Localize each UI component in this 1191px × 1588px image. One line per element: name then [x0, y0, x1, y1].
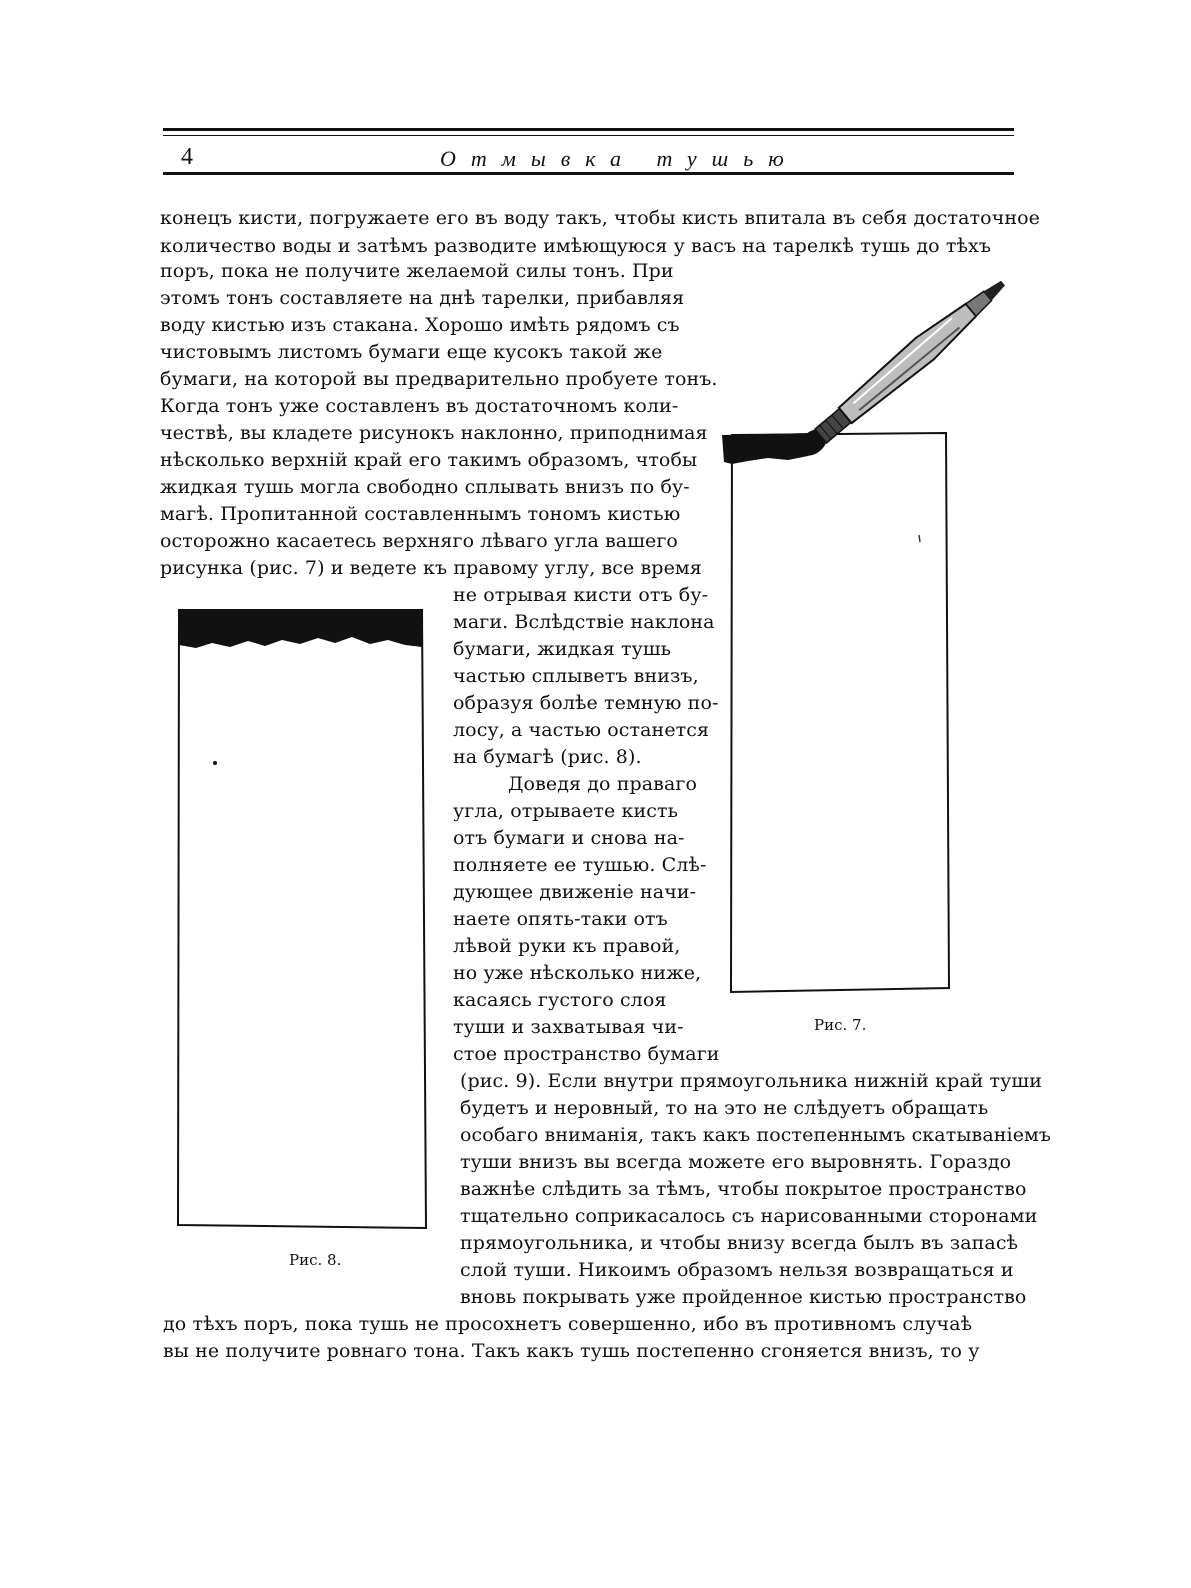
text-line: лѣвой руки къ правой,: [453, 935, 681, 957]
text-line: вновь покрывать уже пройденное кистью пространство: [460, 1286, 1027, 1308]
text-line: туши внизъ вы всегда можете его выровнять. Гораздо: [460, 1151, 1012, 1173]
text-line: чистовымъ листомъ бумаги еще кусокъ такой же: [160, 341, 663, 363]
text-line: прямоугольника, и чтобы внизу всегда былъ въ запасѣ: [460, 1232, 1019, 1254]
text-line: полняете ее тушью. Слѣ-: [453, 854, 707, 876]
text-line: осторожно касаетесь верхняго лѣваго угла вашего: [160, 530, 678, 552]
text-line: нѣсколько верхній край его такимъ образомъ, чтобы: [160, 449, 698, 471]
text-line: на бумагѣ (рис. 8).: [453, 746, 642, 768]
page-number: 4: [181, 144, 193, 170]
text-line: количество воды и затѣмъ разводите имѣющуюся у васъ на тарелкѣ тушь до тѣхъ: [160, 235, 992, 257]
text-line: стое пространство бумаги: [453, 1043, 720, 1065]
figure-8-caption: Рис. 8.: [289, 1251, 342, 1269]
text-line: касаясь густого слоя: [453, 989, 667, 1011]
text-line: поръ, пока не получите желаемой силы тонъ. При: [160, 260, 674, 282]
text-line: образуя болѣе темную по-: [453, 692, 719, 714]
text-line: будетъ и неровный, то на это не слѣдуетъ обращать: [460, 1097, 989, 1119]
text-line: рисунка (рис. 7) и ведете къ правому углу, все время: [160, 557, 702, 579]
figure-7-caption: Рис. 7.: [814, 1016, 867, 1034]
text-line: вы не получите ровнаго тона. Такъ какъ тушь постепенно сгоняется внизъ, то у: [163, 1340, 980, 1362]
text-line: магѣ. Пропитанной составленнымъ тономъ кистью: [160, 503, 681, 525]
text-line: наете опять-таки отъ: [453, 908, 668, 930]
header-rule-thin: [163, 135, 1014, 136]
figure-8-ink-band-illustration: [170, 600, 440, 1235]
figure-7-brush-illustration: [718, 280, 1008, 1010]
text-line: но уже нѣсколько ниже,: [453, 962, 702, 984]
text-line: жидкая тушь могла свободно сплывать внизъ по бу-: [160, 476, 690, 498]
text-line: Доведя до праваго: [508, 773, 698, 795]
header-rule-bottom: [163, 172, 1014, 175]
header-rule-top: [163, 128, 1014, 131]
text-line: (рис. 9). Если внутри прямоугольника нижній край туши: [460, 1070, 1042, 1092]
text-line: частью сплыветъ внизъ,: [453, 665, 699, 687]
text-line: особаго вниманія, такъ какъ постепеннымъ скатываніемъ: [460, 1124, 1052, 1146]
text-line: маги. Вслѣдствіе наклона: [453, 611, 715, 633]
text-line: слой туши. Никоимъ образомъ нельзя возвращаться и: [460, 1259, 1014, 1281]
text-line: Когда тонъ уже составленъ въ достаточномъ коли-: [160, 395, 679, 417]
text-line: конецъ кисти, погружаете его въ воду такъ, чтобы кисть впитала въ себя достаточное: [160, 207, 1041, 229]
text-line: туши и захватывая чи-: [453, 1016, 684, 1038]
text-line: не отрывая кисти отъ бу-: [453, 584, 709, 606]
text-line: отъ бумаги и снова на-: [453, 827, 685, 849]
text-line: бумаги, на которой вы предварительно пробуете тонъ.: [160, 368, 718, 390]
running-title: Отмывка тушью: [440, 146, 799, 171]
text-line: чествѣ, вы кладете рисунокъ наклонно, приподнимая: [160, 422, 708, 444]
text-line: бумаги, жидкая тушь: [453, 638, 672, 660]
text-line: до тѣхъ поръ, пока тушь не просохнетъ совершенно, ибо въ противномъ случаѣ: [163, 1313, 973, 1335]
text-line: тщательно соприкасалось съ нарисованными сторонами: [460, 1205, 1038, 1227]
text-line: воду кистью изъ стакана. Хорошо имѣть рядомъ съ: [160, 314, 680, 336]
text-line: дующее движеніе начи-: [453, 881, 697, 903]
text-line: этомъ тонъ составляете на днѣ тарелки, прибавляя: [160, 287, 685, 309]
text-line: лосу, а частью останется: [453, 719, 710, 741]
text-line: угла, отрываете кисть: [453, 800, 679, 822]
text-line: важнѣе слѣдить за тѣмъ, чтобы покрытое пространство: [460, 1178, 1027, 1200]
